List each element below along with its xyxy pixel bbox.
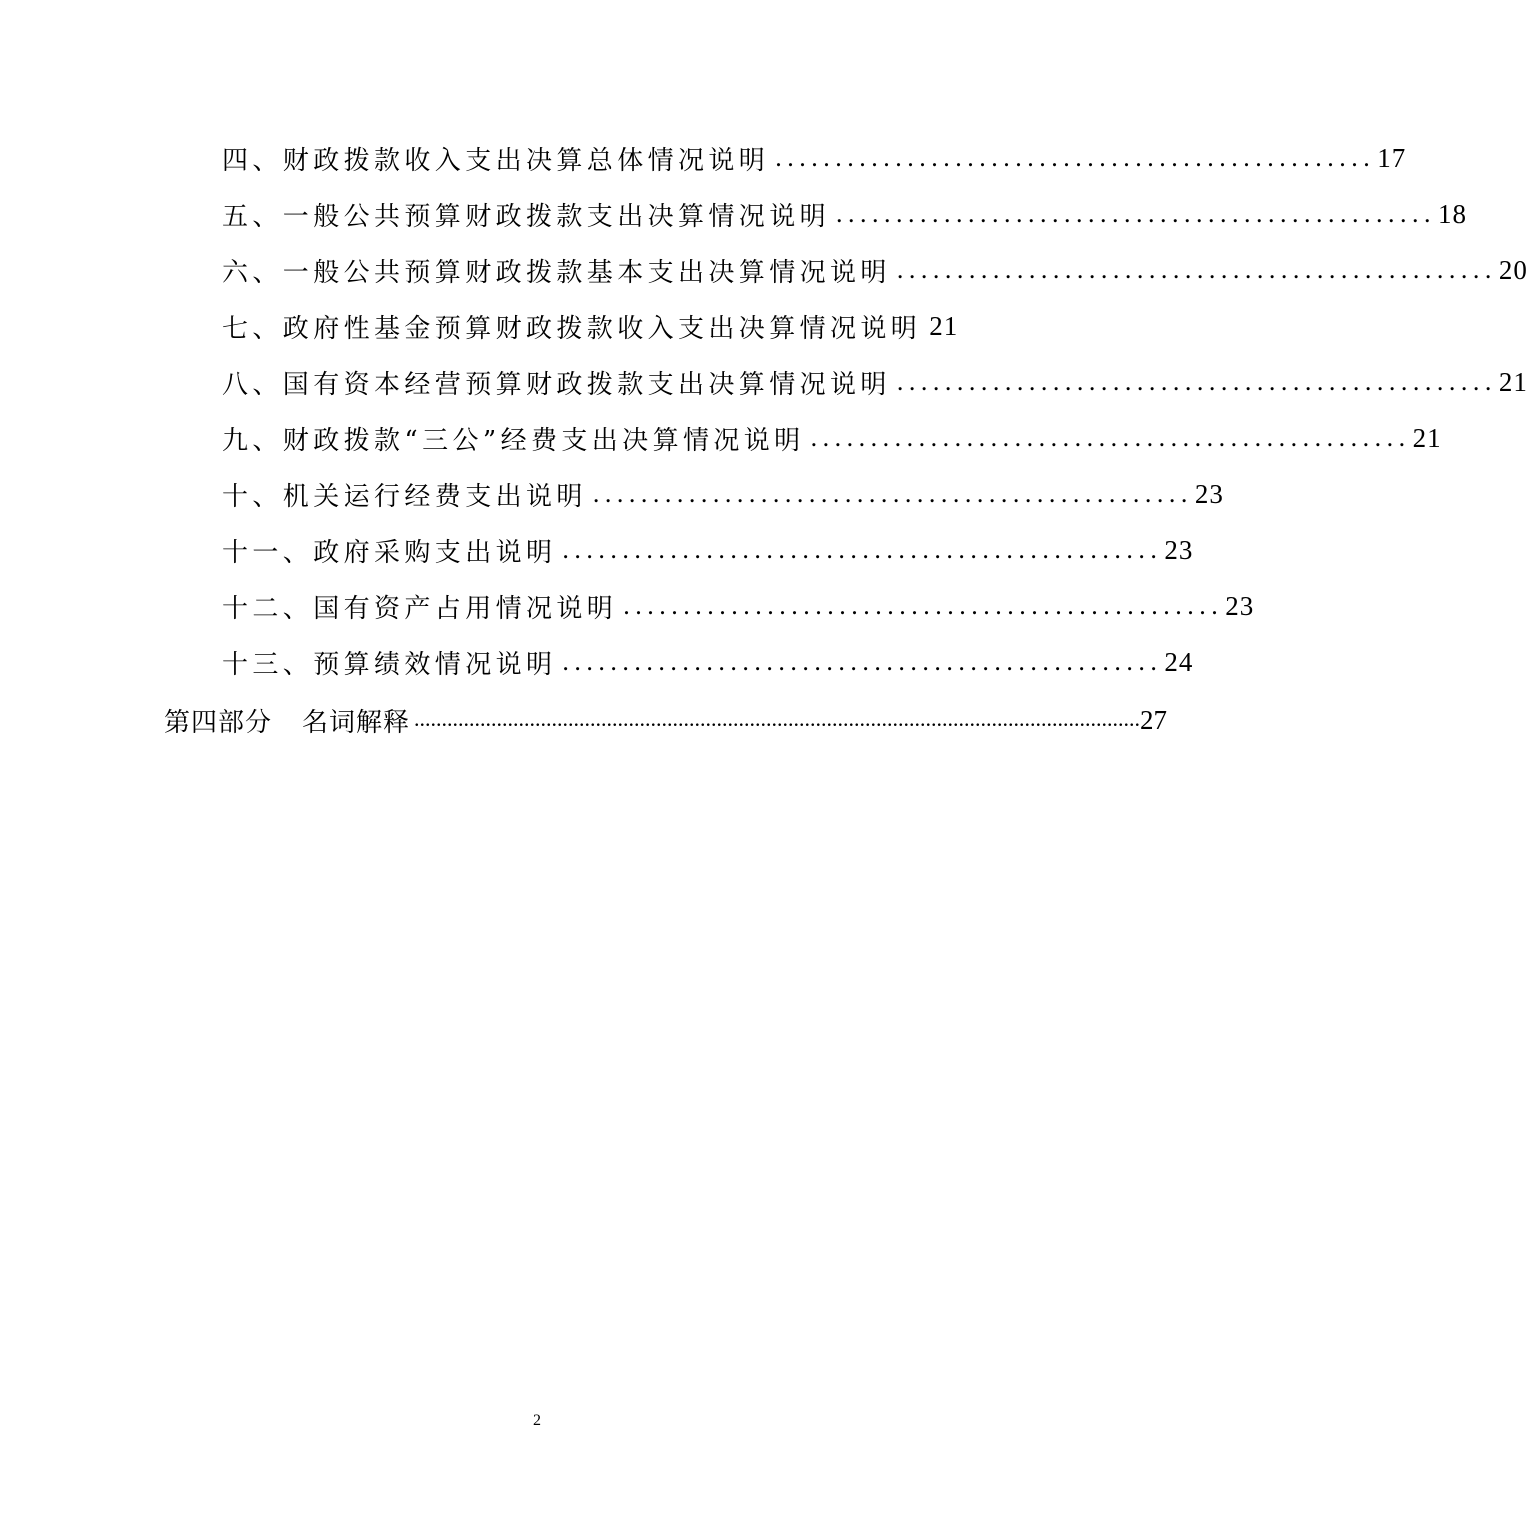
toc-leader-dots: .................................................................................................................................... xyxy=(414,706,1141,731)
toc-entry[interactable] xyxy=(222,138,1407,178)
toc-entry-page: 21 xyxy=(1498,366,1528,397)
toc-leader-dots: .................................................. xyxy=(775,143,1376,172)
toc-leader-dots: .................................................. xyxy=(896,367,1497,396)
toc-entry[interactable] xyxy=(222,306,959,346)
toc-entry[interactable] xyxy=(222,474,1224,514)
toc-entry-title: 九、财政拨款“三公”经费支出决算情况说明 xyxy=(222,425,805,456)
toc-entry-page: 18 xyxy=(1438,198,1468,229)
toc-leader-dots: .................................................. xyxy=(592,479,1193,508)
toc-part-title: 名词解释 xyxy=(302,707,411,738)
toc-leader-dots: .................................................. xyxy=(896,255,1497,284)
toc-entry[interactable] xyxy=(222,586,1255,626)
toc-entry-page: 23 xyxy=(1164,534,1194,565)
toc-entry-page: 21 xyxy=(929,310,959,341)
toc-part-heading xyxy=(164,702,410,739)
toc-entry-title: 十二、国有资产占用情况说明 xyxy=(222,593,618,624)
toc-entry-title: 四、财政拨款收入支出决算总体情况说明 xyxy=(222,145,770,176)
toc-part-entry[interactable] xyxy=(164,700,1168,740)
toc-entry[interactable] xyxy=(222,642,1194,682)
toc-entry-page: 17 xyxy=(1377,142,1407,173)
toc-leader-dots: .................................................. xyxy=(623,591,1224,620)
toc-part-page: 27 xyxy=(1140,704,1168,735)
toc-entry-page: 24 xyxy=(1164,646,1194,677)
toc-entry-title: 十、机关运行经费支出说明 xyxy=(222,481,587,512)
toc-entry-title: 十三、预算绩效情况说明 xyxy=(222,649,557,680)
toc-entry[interactable] xyxy=(222,418,1442,458)
toc-entry-page: 20 xyxy=(1498,254,1528,285)
toc-entry-page: 21 xyxy=(1412,422,1442,453)
toc-entry-title: 十一、政府采购支出说明 xyxy=(222,537,557,568)
toc-entry-page: 23 xyxy=(1194,478,1224,509)
toc-leader-dots: .................................................. xyxy=(562,535,1163,564)
toc-part-label: 第四部分 xyxy=(164,707,273,738)
toc-leader-dots: .................................................. xyxy=(836,199,1437,228)
toc-entry-title: 八、国有资本经营预算财政拨款支出决算情况说明 xyxy=(222,369,891,400)
page-number: 2 xyxy=(533,1412,541,1429)
toc-entry[interactable] xyxy=(222,250,1528,290)
toc-entry-title: 七、政府性基金预算财政拨款收入支出决算情况说明 xyxy=(222,313,922,344)
toc-leader-dots: .................................................. xyxy=(562,647,1163,676)
toc-entry-title: 六、一般公共预算财政拨款基本支出决算情况说明 xyxy=(222,257,891,288)
toc-entry-page: 23 xyxy=(1225,590,1255,621)
toc-entry[interactable] xyxy=(222,530,1194,570)
toc-leader-dots: .................................................. xyxy=(810,423,1411,452)
toc-entry[interactable] xyxy=(222,362,1528,402)
toc-entry[interactable] xyxy=(222,194,1468,234)
toc-entry-title: 五、一般公共预算财政拨款支出决算情况说明 xyxy=(222,201,831,232)
